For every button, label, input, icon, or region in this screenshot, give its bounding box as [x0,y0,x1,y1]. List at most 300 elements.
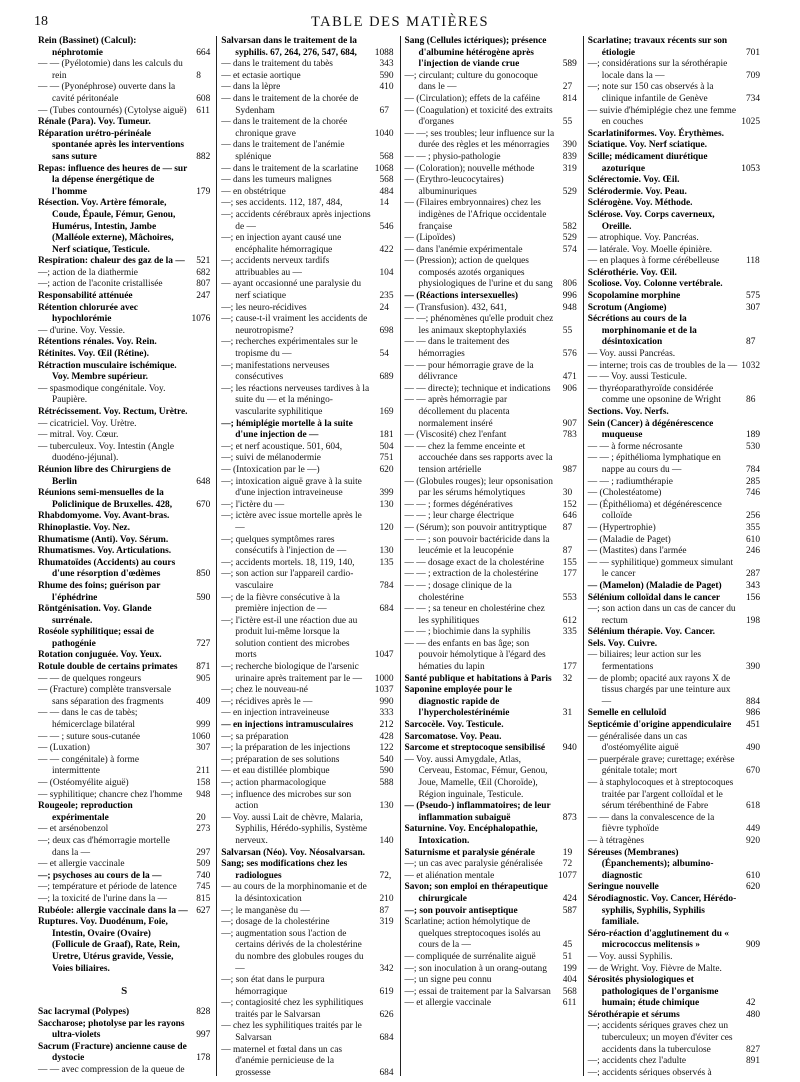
entry-text: —; recherches expérimentales sur le tropisme du — [221,337,358,360]
index-entry: — et allergie vaccinale 611 [404,998,577,1009]
index-entry [588,523,760,535]
entry-text: —; ictère avec issue mortelle après le — [221,511,362,533]
entry-text: Réunions semi-mensuelles de la Policlinique de Bruxelles. 428, [38,488,173,510]
entry-text: Roséole syphilitique; essai de pathogénie [38,627,154,649]
entry-text: — — ; formes dégénératives [404,499,513,510]
index-entry [221,210,393,233]
entry-text: — tuberculeux. Voy. Intestin (Angle duodéno-jéjunal). [38,441,174,464]
index-entry [588,175,760,187]
index-entry: —; circulant; culture du gonocoque dans le — 27 [404,70,573,93]
index-entry [588,268,760,280]
index-entry [221,82,393,94]
entry-text: — — directe); technique et indications [404,383,551,394]
index-entry [38,685,210,708]
index-entry [588,488,760,500]
index-entry [405,604,577,627]
index-entry: — — congénitale) à forme intermittente 211 [38,754,210,777]
index-entry [38,164,210,199]
entry-text: — de Wright. Voy. Fièvre de Malte. [587,963,722,974]
entry-text: — — dans le cas de tabès; hémicerclage bilatéral [38,708,138,731]
entry-text: — — ; radiumthérapie [587,476,673,487]
page-header [34,10,766,36]
entry-text: Rhumatoïdes (Accidents) au cours d'une résorption d'œdèmes [38,557,176,580]
index-entry [38,1019,210,1042]
entry-text: — dans le traitement du tabès [221,59,333,70]
index-entry [588,546,760,558]
index-entry: — (Globules rouges); leur opsonisation par les sérums hémolytiques 30 [404,476,573,499]
entry-text: Sécrétions au cours de la morphinomanie et de la désintoxication [587,314,697,348]
index-entry [38,36,210,59]
index-entry [588,813,760,836]
entry-page-number: 1076 [191,314,211,325]
index-entry [588,59,760,82]
index-entry [221,175,393,187]
entry-text: Rétraction musculaire ischémique. Voy. Membre supérieur. [38,360,177,383]
entry-text: Scrotum (Angiome) [587,302,667,313]
entry-text: Scarlatiniformes. Voy. Érythèmes. [587,128,724,139]
entry-text: — généralisée dans un cas d'ostéomyélite aiguë [587,731,688,754]
entry-text: — (Pseudo-) inflammatoires; de leur inflammation subaiguë [404,801,551,823]
index-entry [588,303,760,315]
entry-text: —; augmentation sous l'action de certains dérivés de la cholestérine du nombre des globules rouges du — [221,928,364,974]
entry-text: — et allergie vaccinale [38,859,125,870]
entry-text: — dans le traitement de la chorée de Sydenham [221,93,359,116]
index-entry [38,129,210,164]
entry-text: Salvarsan dans le traitement de la syphilis. 67, 264, 276, 547, 684, [221,36,357,58]
index-entry [221,778,393,790]
index-entry [221,697,393,709]
index-entry [588,198,760,210]
index-entry [38,824,210,836]
entry-text: Rhumatismes. Voy. Articulations. [38,546,172,557]
entry-text: Résection. Voy. Artère fémorale, Coude, Épaule, Fémur, Genou, Humérus, Intestin, Jambe (Malléole externe), Mâchoires, Nerf sciatique, Testicule. [38,198,176,255]
entry-text: Sac lacrymal (Polypes) [38,1007,130,1018]
entry-text: — Voy. aussi Amygdale, Atlas, Cerveau, Estomac, Fémur, Genou, Joue, Mamelle, Œil (Choroïde), Région inguinale, Testicule. [404,754,548,800]
index-entry: — (Tubes contournés) (Cytolyse aiguë) 611 [38,105,210,116]
index-entry [38,511,210,523]
index-entry [221,187,393,199]
entry-text: — en plaques à forme cérébelleuse [587,256,720,267]
entry-text: —; accidents chez l'adulte [587,1056,687,1067]
entry-text: — dans le traitement de la scarlatine [221,163,359,174]
index-entry [405,627,577,639]
entry-page-number: 1025 [741,117,760,128]
index-entry [38,604,210,627]
index-entry [588,755,760,778]
index-entry [221,419,393,442]
entry-text: — (Cholestéatome) [587,488,662,499]
entry-text: — — avec compression de la queue de [38,1065,185,1076]
entry-text: —; un signe peu connu [404,975,492,986]
entry-text: —; accidents sériques graves chez un tuberculeux; un moyen d'éviter ces accidents dans la tuberculose [587,1021,733,1055]
index-entry [38,279,210,291]
entry-text: —; accidents mortels. 18, 119, 140, [221,557,355,568]
entry-text: Séro-réaction d'agglutinement du « micrococcus melitensis » [587,928,729,951]
entry-text: Sein (Cancer) à dégénérescence muqueuse [587,418,714,441]
entry-text: Ruptures. Voy. Duodénum, Foie, Intestin, Ovaire (Ovaire) (Follicule de Graaf), Rate, Rein, Uretre, Utérus gravide, Vessie, Voies biliaires. [38,917,180,974]
entry-page-number: 1037 [374,685,394,696]
entry-text: — maternel et fœtal dans un cas d'anémie pernicieuse de la grossesse [221,1044,343,1076]
index-entry: — (Coagulation) et toxicité des extraits d'organes 55 [404,105,573,128]
index-entry [38,268,210,280]
section-letter: S [121,985,128,998]
index-entry [221,117,393,140]
index-entry [38,198,210,256]
index-entry [588,187,760,199]
entry-text: — à tétragènes [587,835,644,846]
entry-text: Sclérodermie. Voy. Peau. [587,186,687,197]
entry-text: —; chez le nouveau-né [221,685,308,696]
index-entry [405,581,577,604]
entry-text: — (Lipoïdes) [404,233,456,244]
index-entry [221,279,393,302]
entry-text: — de plomb; opacité aux rayons X de tissus chargés par une teinture aux — [587,673,731,707]
entry-text: Sclérothérie. Voy. Œil. [587,267,677,278]
entry-text: —; considérations sur la sérothérapie locale dans la — [587,59,728,81]
entry-text: Seringue nouvelle [587,882,659,893]
entry-text: — à staphylocoques et à streptocoques traitée par l'argent colloïdal et le sérum térébenthiné de Fabre [587,778,734,812]
entry-text: Réparation urétro-périnéale spontanée après les interventions sans suture [38,128,185,162]
index-entry: — — ; son pouvoir bactéricide dans la leucémie et la leucopénie 87 [404,534,573,557]
index-entry [405,395,577,430]
entry-text: Réunion libre des Chirurgiens de Berlin [38,464,171,487]
entry-text: — dans les tumeurs malignes [221,175,332,186]
entry-text: — — ; dosage clinique de la cholestérine [404,580,512,603]
entry-text: —; cause-t-il vraiment les accidents de neurotropisme? [221,314,368,336]
index-entry [405,987,577,999]
index-entry [588,152,760,175]
index-entry [588,558,760,581]
entry-text: — — dosage exact de la cholestérine [404,557,545,568]
entry-text: — chez les syphilitiques traités par le Salvarsan [221,1021,362,1044]
entry-text: —; son inoculation à un orang-outang [404,963,547,974]
index-entry: Sécrétions au cours de la morphinomanie et de la désintoxication 87 [587,314,756,348]
index-entry: —; recherches expérimentales sur le tropisme du — 54 [221,337,389,360]
entry-text: Sélénium colloïdal dans le cancer [587,592,721,603]
entry-text: Sérosités physiologiques et pathologiques de l'organisme humain; étude chimique [587,975,719,1009]
index-entry [221,720,393,732]
entry-text: Rotule double de certains primates [38,662,178,673]
entry-text: — cicatriciel. Voy. Urètre. [38,418,137,429]
entry-text: Semelle en celluloïd [587,708,667,719]
entry-text: —; son action sur l'appareil cardio-vasculaire [221,569,354,591]
entry-text: —; deux cas d'hémorragie mortelle dans la — [38,835,170,858]
index-entry: Rougeole; reproduction expérimentale 20 [38,801,206,823]
entry-text: — dans le traitement de la chorée chronique grave [221,117,348,139]
entry-text: — — ; suture sous-cutanée [38,731,141,742]
index-entry [221,477,393,500]
entry-text: —; en injection ayant causé une encéphalite hémorragique [221,233,342,255]
index-entry [405,198,577,233]
entry-text: Rubéole: allergie vaccinale dans la — [38,905,188,916]
index-entry [588,349,760,361]
index-entry [588,36,760,59]
index-entry [588,372,760,384]
index-entry [221,882,393,905]
entry-text: — (Mamelon) (Maladie de Paget) [587,580,722,591]
entry-text: — (Luxation) [38,743,90,754]
entry-text: — (Mastites) dans l'armée [587,546,687,557]
entry-text: — (Viscosité) chez l'enfant [404,430,507,441]
index-entry [405,291,577,303]
index-entry [588,639,760,651]
index-entry [38,546,210,558]
index-entry [588,279,760,291]
entry-text: — — ; biochimie dans la syphilis [404,627,531,638]
entry-text: — — à forme nécrosante [587,441,683,452]
index-entry [221,535,393,558]
entry-text: —; la préparation de les injections [221,743,351,754]
index-entry [221,140,393,163]
entry-text: Sclérectomie. Voy. Œil. [587,175,680,186]
index-entry [38,778,210,790]
entry-text: — (Épithélioma) et dégénérescence colloïde [587,499,722,522]
index-entry [405,245,577,257]
index-entry [221,1021,393,1044]
entry-text: — — ; son pouvoir bactéricide dans la leucémie et la leucopénie [404,534,550,557]
entry-text: — et arsénobenzol [38,824,109,835]
index-entry [38,871,210,883]
entry-page-number: 1053 [741,163,760,174]
entry-text: —; accidents nerveux tardifs attribuables au — [221,256,330,278]
index-entry: —; ses accidents. 112, 187, 484, 14 [221,198,389,209]
entry-text: —; de la fièvre consécutive à la première injection de — [221,592,340,615]
index-entry [588,129,760,141]
entry-text: — interne; trois cas de troubles de la — [587,360,738,371]
entry-text: — mitral. Voy. Cœur. [38,430,119,441]
index-entry [221,593,393,616]
index-entry [405,732,577,744]
entry-text: Salvarsan (Néo). Voy. Néosalvarsan. [221,847,366,858]
entry-text: — latérale. Voy. Moelle épinière. [587,244,713,255]
entry-text: —; son état dans le purpura hémorragique [221,975,325,997]
index-entry [405,755,577,801]
entry-text: — (Réactions intersexuelles) [404,291,519,302]
entry-text: — en obstétrique [221,186,286,197]
index-entry [221,929,393,975]
index-entry [405,129,577,152]
index-entry [38,581,210,604]
entry-text: Rhabdomyome. Voy. Avant-bras. [38,511,170,522]
index-entry [405,36,577,71]
entry-text: Savon; son emploi en thérapeutique chirurgicale [404,882,548,904]
index-entry [38,303,210,326]
entry-text: — en injection intraveineuse [221,708,330,719]
index-entry [221,616,393,662]
index-entry [221,790,393,813]
entry-text: — — des enfants en bas âge; son pouvoir hémolytique à l'égard des hématies du lapin [404,638,546,673]
index-entry: — compliquée de surrénalite aiguë 51 [404,951,573,962]
index-entry [221,233,393,256]
index-entry [221,975,393,998]
index-entry [405,743,577,755]
entry-text: Sacrum (Fracture) ancienne cause de dystocie [38,1041,187,1064]
entry-text: — (Hypertrophie) [587,522,656,533]
index-entry [221,755,393,767]
entry-page-number: 1060 [191,731,211,742]
index-entry [38,337,210,349]
index-column-4 [584,36,766,1076]
index-entry [588,650,760,673]
index-entry [221,708,393,720]
index-entry [405,882,577,905]
entry-text: — — ; extraction de la cholestérine [404,569,539,580]
entry-text: Scopolamine morphine [587,291,681,302]
entry-page-number: 1088 [374,47,394,58]
index-entry [38,1042,210,1065]
entry-text: — et allergie vaccinale [404,998,491,1009]
entry-text: Saturnine. Voy. Encéphalopathie, Intoxication. [404,824,538,846]
index-entry [38,558,210,581]
index-entry: — — (Pyélotomie) dans les calculs du rein 8 [38,59,201,81]
entry-text: Rétrécissement. Voy. Rectum, Urètre. [38,407,188,417]
index-entry [38,256,210,268]
entry-text: Rénale (Para). Voy. Tumeur. [38,117,151,128]
index-entry [38,662,210,674]
index-entry [405,384,577,396]
entry-text: Saccharose; photolyse par les rayons ultra-violets [38,1018,185,1041]
index-entry [38,859,210,871]
index-entry [38,291,210,303]
index-column-3 [401,36,584,1076]
entry-text: Repas: influence des heures de — sur la dépense énergétique de l'homme [38,163,188,197]
index-entry [38,894,210,906]
entry-page-number: 1077 [558,870,577,881]
entry-text: — — de quelques rongeurs [38,673,142,684]
index-entry [588,140,760,152]
index-entry [588,882,760,894]
index-entry [405,964,577,976]
index-entry [405,639,577,674]
index-entry [38,82,210,105]
index-entry [38,743,210,755]
index-entry [588,894,760,929]
entry-text: — atrophique. Voy. Pancréas. [587,233,699,244]
entry-text: — et eau distillée plombique [221,766,330,777]
entry-text: Sélénium thérapie. Voy. Cancer. [587,627,716,638]
entry-text: — (Intoxication par le —) [221,464,320,475]
entry-text: — (Globules rouges); leur opsonisation par les sérums hémolytiques [404,476,553,499]
entry-text: — (Maladie de Paget) [587,534,671,545]
entry-text: — et ectasie aortique [221,70,301,81]
entry-text: —; essai de traitement par la Salvarsan [404,986,551,997]
entry-page-number: 1040 [374,128,394,139]
entry-text: — (Tubes contournés) (Cytolyse aiguë) [38,105,187,116]
entry-text: — spasmodique congénitale. Voy. Paupière. [38,383,166,406]
entry-text: — (Pression); action de quelques composés azotés organiques physiologiques de l'urine et du sang [404,256,553,290]
index-entry [405,94,577,106]
entry-text: —; note sur 150 cas observés à la clinique infantile de Genève [587,82,714,104]
entry-text: Rétention chlorurée avec hypochlorémie [38,302,138,325]
entry-text: Sang; ses modifications chez les radiologues [221,859,348,881]
entry-text: — (Ostéomyélite aiguë) [38,778,129,788]
index-entry [405,500,577,512]
entry-text: —; le manganèse du — [221,905,310,916]
entry-text: Scarlatine; action hémolytique de quelques streptocoques isolés au cours de la — [404,917,541,951]
index-entry [38,836,210,859]
index-entry: Sang; ses modifications chez les radiologues 72, [221,859,392,881]
entry-text: — compliquée de surrénalite aiguë [404,951,536,962]
entry-text: — puerpérale grave; curettage; exérèse génitale totale; mort [587,754,735,777]
index-entry [588,581,760,593]
entry-text: — dans l'anémie expérimentale [404,244,523,255]
index-entry [405,361,577,384]
entry-text: — (Fracture) complète transversale sans séparation des fragments [38,685,172,707]
entry-text: —; influence des microbes sur son action [221,789,352,812]
entry-text: — dans le traitement de l'anémie splénique [221,140,345,162]
index-entry [405,256,577,291]
entry-text: — — Voy. aussi Testicule. [587,372,688,383]
index-entry [405,175,577,198]
entry-text: — suivie d'hémiplégie chez une femme en couches [587,105,737,128]
entry-text: — (Coagulation) et toxicité des extraits d'organes [404,105,553,128]
entry-text: Rhume des foins; guérison par l'éphédrine [38,580,161,603]
index-entry [221,917,393,929]
entry-text: — Voy. aussi Syphilis. [587,951,673,962]
entry-page-number: 1032 [741,360,760,371]
entry-text: Scille; médicament diurétique azoturique [587,151,708,174]
index-entry [588,210,760,233]
index-entry [588,361,760,373]
index-entry: Saponine employée pour le diagnostic rapide de l'hypercholestérinémie 31 [404,685,573,719]
index-entry [38,419,210,431]
index-entry [588,1021,760,1056]
entry-text: —; dosage de la cholestérine [221,917,330,928]
index-entry [588,929,760,952]
entry-text: — dans la lèpre [221,82,281,93]
index-entry [38,361,210,384]
running-title: TABLE DES MATIÈRES [310,14,490,30]
index-entry [221,743,393,755]
entry-text: — (Coloration); nouvelle méthode [404,163,535,174]
entry-text: Rhinoplastie. Voy. Nez. [38,522,130,533]
index-entry [38,349,210,361]
index-entry [588,442,760,454]
index-entry [221,732,393,744]
entry-text: —; action de la diathermie [38,267,138,278]
index-entry [38,674,210,686]
index-entry [38,488,210,511]
index-entry [588,848,760,883]
index-entry [38,650,210,662]
index-entry [588,778,760,813]
entry-text: Sarcomatose. Voy. Peau. [404,731,502,742]
index-entry [38,117,210,129]
entry-text: Sérothérapie et sérums [587,1009,680,1020]
index-entry [221,848,393,860]
entry-text: —; quelques symptômes rares consécutifs à l'injection de — [221,534,347,557]
entry-text: Rétinites. Voy. Œil (Rétine). [38,349,149,360]
entry-text: — syphilitique; chancre chez l'homme [38,789,183,800]
entry-text: —; récidives après le — [221,696,313,707]
entry-text: Saturnisme et paralysie générale [404,847,535,858]
entry-text: —; accidents cérébraux après injections de — [221,209,371,232]
entry-text: — — dans le traitement des hémorragies [404,337,510,360]
index-entry [588,535,760,547]
entry-text: Sarcome et streptocoque sensibilisé [404,743,546,754]
entry-text: —; ses accidents. 112, 187, 484, [221,198,343,209]
entry-text: Saponine employée pour le diagnostic rapide de l'hypercholestérinémie [404,685,512,719]
entry-text: — ayant occasionné une paralysie du nerf sciatique [221,279,362,302]
entry-text: Rougeole; reproduction expérimentale [38,801,133,823]
entry-text: —; température et période de latence [38,882,177,893]
index-entry [588,674,760,709]
index-entry [221,500,393,512]
entry-text: — — ; leur charge électrique [404,511,514,522]
index-entry: Sérosités physiologiques et pathologiques de l'organisme humain; étude chimique 42 [587,975,756,1009]
index-entry [405,233,577,245]
index-entry [221,59,393,71]
